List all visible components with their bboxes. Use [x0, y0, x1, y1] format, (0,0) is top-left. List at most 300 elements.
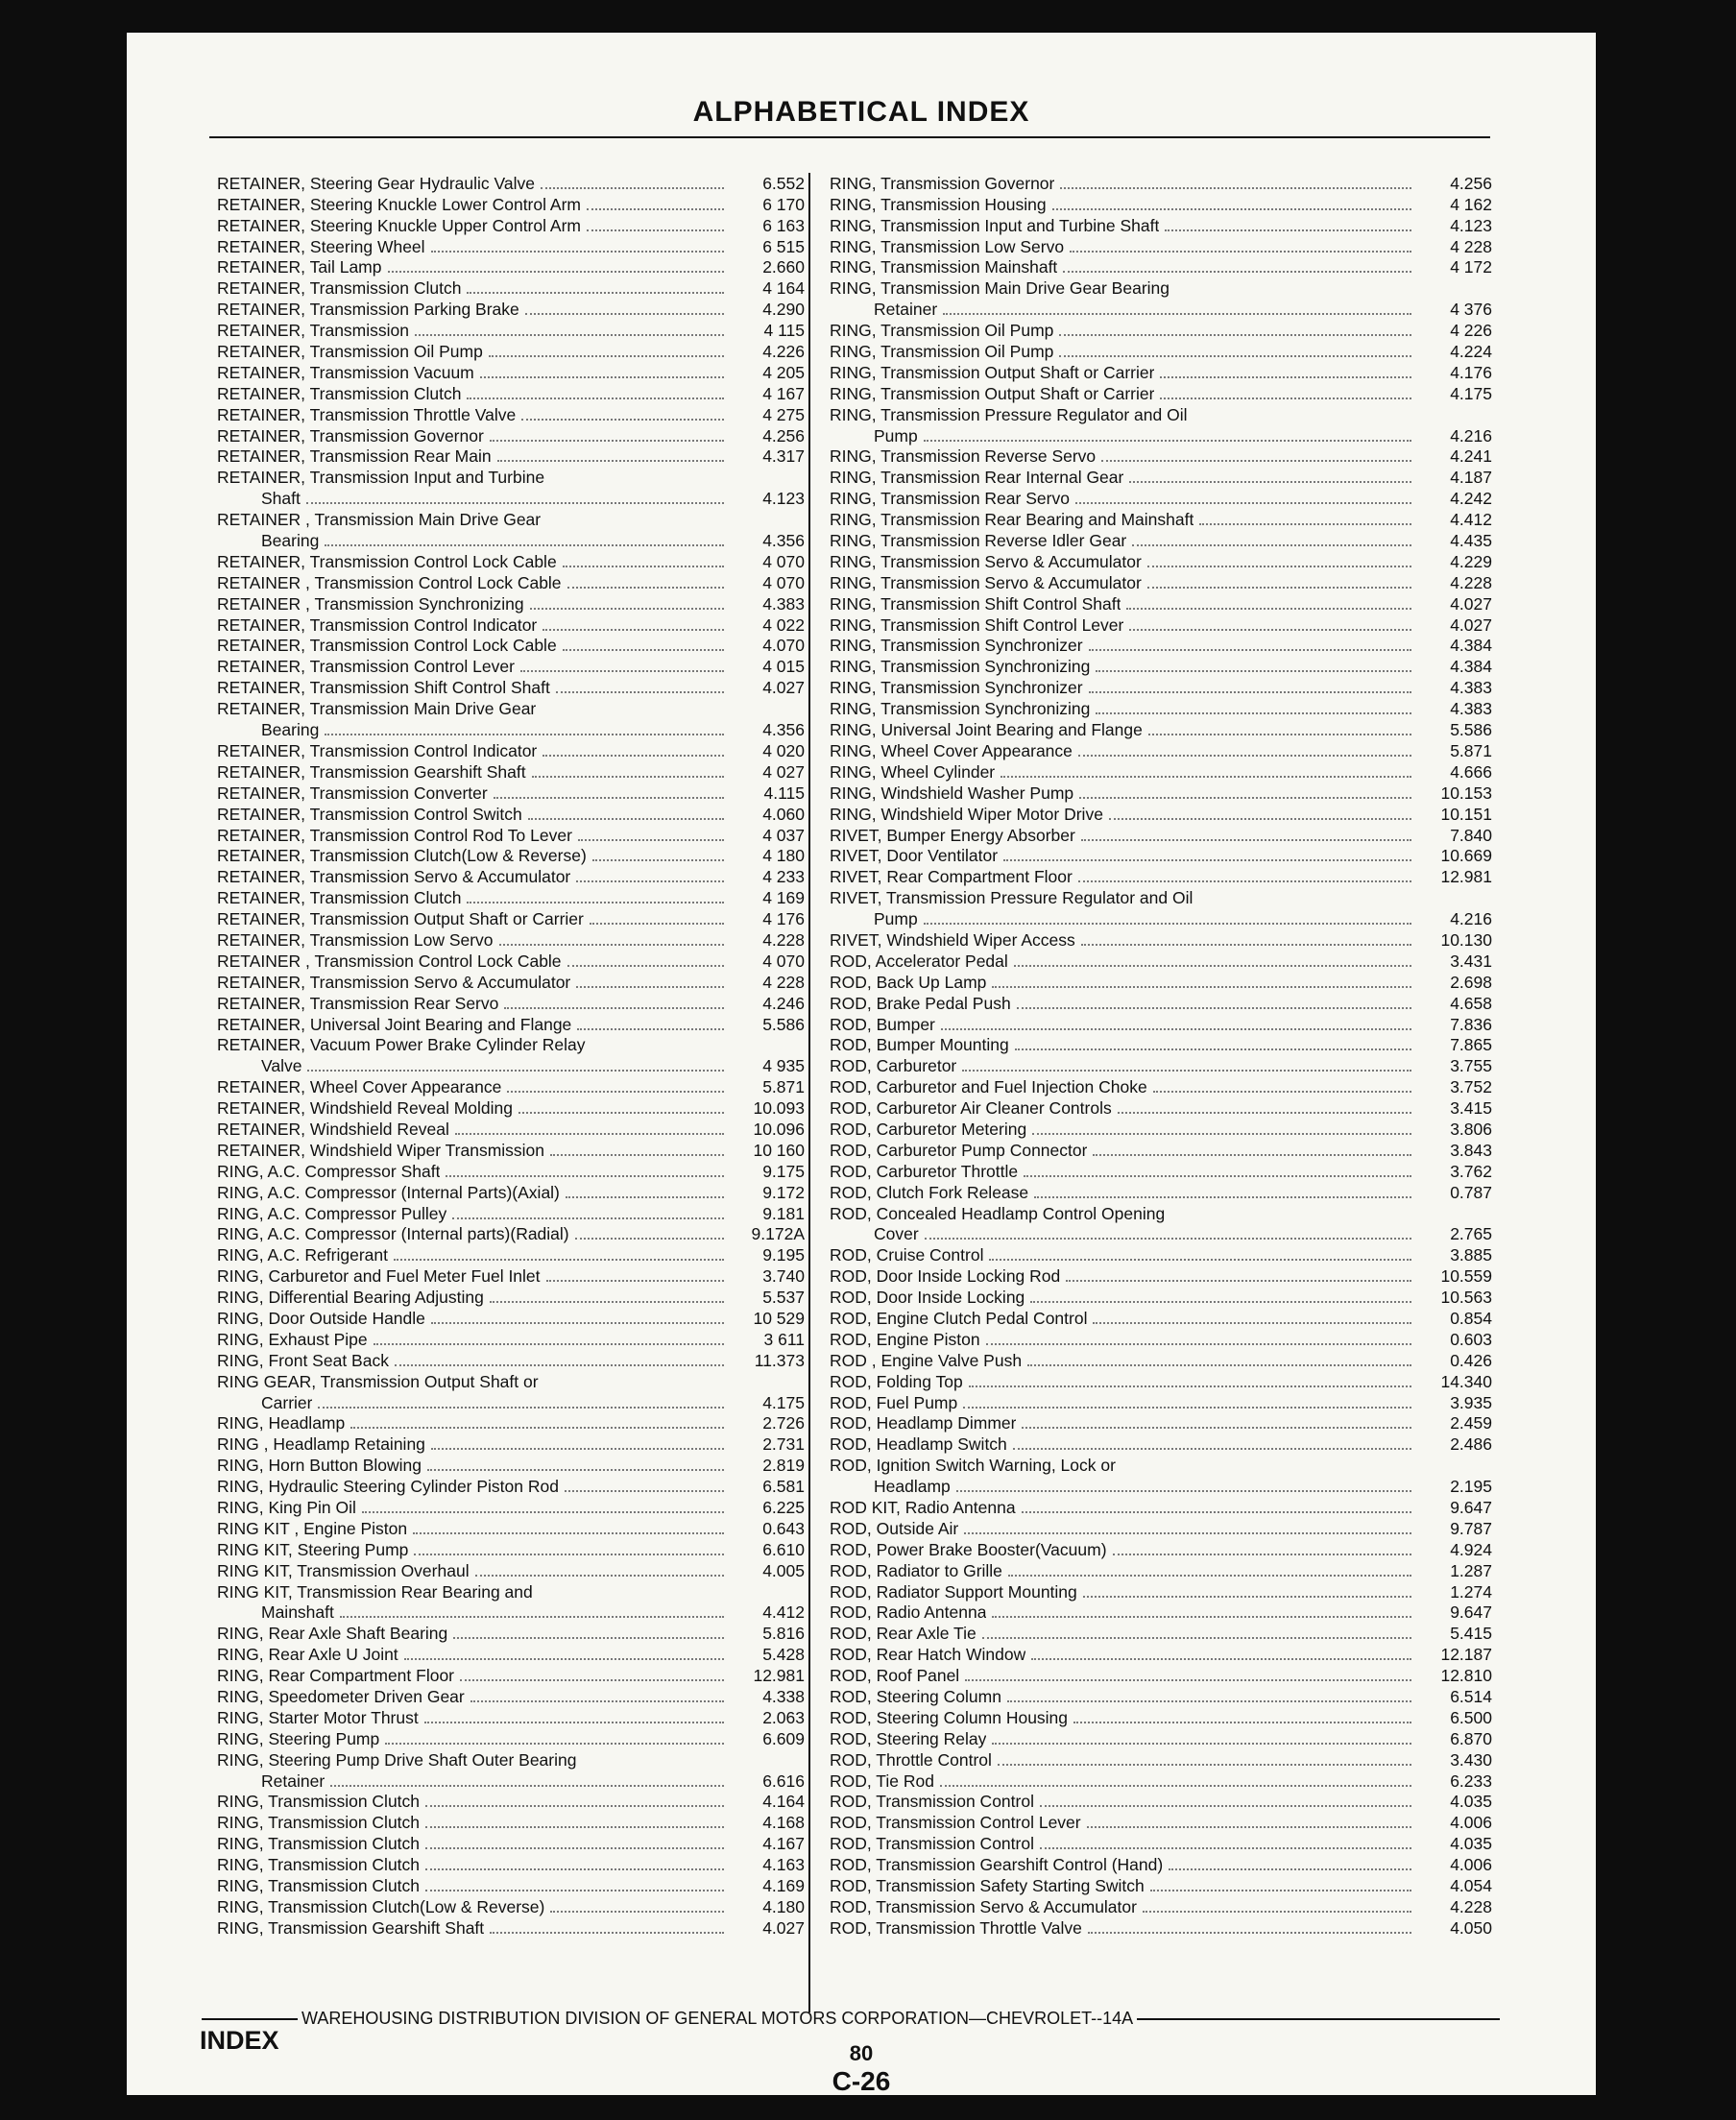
entry-label: ROD, Steering Relay — [830, 1728, 987, 1748]
entry-reference-number: 10.093 — [753, 1098, 805, 1119]
leader-dots — [1160, 376, 1411, 378]
index-entry — [830, 1265, 1492, 1287]
leader-dots — [1075, 502, 1411, 504]
footer-rule-left — [202, 2018, 298, 2020]
leader-dots — [453, 1637, 724, 1639]
entry-reference-number: 2.819 — [762, 1456, 805, 1476]
leader-dots — [467, 292, 724, 294]
leader-dots — [964, 1532, 1411, 1534]
leader-dots — [413, 1532, 724, 1534]
leader-dots — [576, 986, 724, 988]
leader-dots — [1132, 544, 1411, 546]
leader-dots — [532, 776, 724, 778]
leader-dots — [575, 1238, 724, 1240]
index-entry — [217, 299, 805, 320]
entry-reference-number: 4.228 — [1450, 572, 1492, 592]
leader-dots — [1143, 1911, 1411, 1913]
entry-label: ROD, Transmission Safety Starting Switch — [830, 1876, 1145, 1896]
leader-dots — [1040, 1847, 1411, 1849]
entry-reference-number: 4.027 — [1450, 593, 1492, 614]
entry-reference-number: 3.843 — [1450, 1140, 1492, 1160]
leader-dots — [306, 502, 724, 504]
entry-reference-number: 4.256 — [762, 425, 805, 446]
index-entry — [830, 1413, 1492, 1434]
entry-label: RING, Rear Axle Shaft Bearing — [217, 1624, 448, 1644]
entry-reference-number: 4 037 — [762, 825, 805, 845]
entry-label: ROD, Brake Pedal Push — [830, 993, 1011, 1013]
index-entry — [217, 1182, 805, 1203]
entry-label: RING, Transmission Clutch — [217, 1855, 421, 1875]
leader-dots — [1169, 1868, 1411, 1870]
entry-reference-number: 4.246 — [762, 993, 805, 1013]
leader-dots — [587, 229, 724, 231]
entry-label: ROD, Tie Rod — [830, 1771, 934, 1791]
entry-reference-number: 4.216 — [1450, 425, 1492, 446]
leader-dots — [504, 1007, 724, 1009]
entry-label: RETAINER, Transmission Servo & Accumulator — [217, 972, 571, 992]
index-entry — [830, 1917, 1492, 1939]
leader-dots — [452, 1217, 724, 1219]
leader-dots — [1032, 1133, 1411, 1135]
leader-dots — [1109, 818, 1411, 820]
entry-label: RING, Transmission Clutch — [217, 1876, 421, 1896]
index-entry — [830, 320, 1492, 341]
entry-label: RING, Transmission Mainshaft — [830, 257, 1058, 277]
index-entry — [830, 572, 1492, 593]
leader-dots — [989, 1259, 1411, 1261]
right-index-column — [830, 173, 1492, 1939]
index-entry — [830, 593, 1492, 614]
leader-dots — [425, 1890, 724, 1891]
leader-dots — [1003, 859, 1411, 861]
entry-label: RETAINER, Transmission Control Lever — [217, 657, 515, 677]
entry-reference-number: 4.006 — [1450, 1855, 1492, 1875]
leader-dots — [1059, 334, 1411, 336]
entry-label: RETAINER, Transmission Rear Servo — [217, 993, 499, 1013]
index-entry — [217, 1224, 805, 1245]
entry-label: ROD, Roof Panel — [830, 1666, 960, 1686]
leader-dots — [1078, 880, 1411, 882]
column-divider — [808, 173, 810, 2012]
entry-label: RETAINER, Transmission Control Rod To Lever — [217, 825, 572, 845]
entry-label: RETAINER, Transmission Control Indicator — [217, 614, 538, 635]
entry-reference-number: 6.609 — [762, 1728, 805, 1748]
index-entry — [217, 866, 805, 887]
index-entry — [217, 215, 805, 236]
index-entry — [217, 1560, 805, 1581]
entry-reference-number: 5.537 — [762, 1288, 805, 1308]
leader-dots — [362, 1511, 724, 1513]
index-entry — [830, 1623, 1492, 1644]
entry-label: RING, Wheel Cover Appearance — [830, 740, 1073, 760]
leader-dots — [546, 1280, 724, 1282]
leader-dots — [425, 1868, 724, 1870]
leader-dots — [1013, 1448, 1411, 1450]
entry-label: RETAINER, Transmission Rear Main — [217, 446, 492, 467]
index-entry — [217, 1014, 805, 1035]
leader-dots — [578, 839, 724, 841]
entry-reference-number: 4.027 — [1450, 614, 1492, 635]
entry-reference-number: 4.123 — [762, 489, 805, 509]
entry-label: RETAINER, Windshield Reveal Molding — [217, 1098, 513, 1119]
index-entry — [830, 257, 1492, 278]
entry-reference-number: 3.740 — [762, 1266, 805, 1287]
index-entry — [830, 1792, 1492, 1813]
entry-reference-number: 4 020 — [762, 740, 805, 760]
index-entry — [217, 1497, 805, 1518]
index-entry — [217, 677, 805, 698]
leader-dots — [499, 944, 724, 946]
entry-label: RETAINER, Universal Joint Bearing and Flange — [217, 1014, 572, 1034]
index-entry — [217, 1728, 805, 1749]
entry-reference-number: 4.256 — [1450, 173, 1492, 193]
entry-reference-number: 10.563 — [1440, 1288, 1492, 1308]
leader-dots — [590, 923, 724, 925]
entry-label: Pump — [874, 909, 918, 929]
entry-reference-number: 4.027 — [762, 1917, 805, 1938]
entry-label: RING KIT, Transmission Overhaul — [217, 1560, 470, 1580]
entry-label: RING , Headlamp Retaining — [217, 1434, 425, 1455]
index-entry — [830, 1686, 1492, 1707]
entry-label: Shaft — [261, 489, 301, 509]
section-label: INDEX — [200, 2026, 279, 2055]
leader-dots — [470, 1700, 724, 1702]
entry-label: RING, Steering Pump — [217, 1728, 380, 1748]
leader-dots — [1093, 1322, 1411, 1324]
leader-dots — [475, 1575, 724, 1577]
leader-dots — [541, 187, 724, 189]
index-entry — [217, 698, 805, 719]
index-entry — [217, 636, 805, 657]
entry-label: ROD, Door Inside Locking Rod — [830, 1266, 1061, 1287]
entry-reference-number: 4.035 — [1450, 1834, 1492, 1854]
entry-reference-number: 12.981 — [1440, 867, 1492, 887]
entry-reference-number: 4.187 — [1450, 468, 1492, 488]
leader-dots — [550, 1911, 724, 1913]
entry-label: ROD, Ignition Switch Warning, Lock or — [830, 1456, 1116, 1476]
entry-reference-number: 4.228 — [762, 929, 805, 950]
entry-label: RING, Transmission Output Shaft or Carrier — [830, 362, 1155, 382]
entry-reference-number: 4.658 — [1450, 993, 1492, 1013]
index-entry — [830, 530, 1492, 551]
entry-reference-number: 4 162 — [1450, 194, 1492, 214]
leader-dots — [566, 1196, 724, 1198]
index-entry — [217, 1097, 805, 1119]
index-entry — [217, 1455, 805, 1476]
index-entry — [217, 1413, 805, 1434]
entry-label: RING, Differential Bearing Adjusting — [217, 1288, 484, 1308]
entry-label: RETAINER, Transmission Governor — [217, 425, 484, 446]
index-entry — [217, 1812, 805, 1833]
index-entry — [217, 929, 805, 951]
leader-dots — [494, 797, 724, 799]
index-entry — [830, 908, 1492, 929]
index-entry — [830, 1140, 1492, 1161]
entry-label: RETAINER , Transmission Control Lock Cable — [217, 572, 562, 592]
entry-label: RING, A.C. Refrigerant — [217, 1245, 388, 1265]
entry-label: RING, Transmission Synchronizer — [830, 636, 1083, 656]
index-entry — [830, 614, 1492, 636]
entry-reference-number: 5.586 — [762, 1014, 805, 1034]
index-entry — [217, 761, 805, 783]
entry-label: RING, Rear Compartment Floor — [217, 1666, 455, 1686]
index-entry — [217, 362, 805, 383]
index-entry — [217, 1623, 805, 1644]
entry-label: ROD, Carburetor Metering — [830, 1119, 1027, 1139]
entry-reference-number: 0.603 — [1450, 1329, 1492, 1349]
entry-reference-number: 4.383 — [1450, 678, 1492, 698]
entry-label: ROD, Carburetor Pump Connector — [830, 1140, 1088, 1160]
index-entry — [217, 1161, 805, 1182]
entry-reference-number: 3.806 — [1450, 1119, 1492, 1139]
index-entry — [217, 656, 805, 677]
index-entry — [830, 1854, 1492, 1875]
index-entry — [830, 993, 1492, 1014]
entry-reference-number: 3.431 — [1450, 951, 1492, 971]
leader-dots — [1083, 1596, 1411, 1598]
index-entry — [217, 1371, 805, 1392]
entry-label: ROD, Clutch Fork Release — [830, 1182, 1029, 1202]
leader-dots — [1165, 229, 1411, 231]
leader-dots — [965, 1679, 1411, 1681]
entry-reference-number: 4 027 — [762, 761, 805, 782]
index-entry — [217, 1665, 805, 1686]
leader-dots — [318, 1407, 724, 1409]
entry-reference-number: 4 015 — [762, 657, 805, 677]
index-entry — [217, 593, 805, 614]
leader-dots — [395, 1364, 724, 1366]
entry-label: RETAINER, Transmission Vacuum — [217, 362, 474, 382]
entry-reference-number: 4.180 — [762, 1896, 805, 1916]
leader-dots — [577, 1028, 724, 1030]
entry-reference-number: 10.559 — [1440, 1266, 1492, 1287]
entry-label: RING, Transmission Rear Servo — [830, 489, 1070, 509]
entry-label: RING, Transmission Servo & Accumulator — [830, 551, 1142, 571]
entry-reference-number: 6.500 — [1450, 1707, 1492, 1727]
index-entry — [217, 1833, 805, 1854]
index-entry — [217, 1076, 805, 1097]
entry-reference-number: 4.168 — [762, 1813, 805, 1833]
leader-dots — [1101, 460, 1411, 462]
entry-reference-number: 12.187 — [1440, 1645, 1492, 1665]
footer-rule-right — [1137, 2018, 1500, 2020]
index-entry — [217, 1518, 805, 1539]
entry-label: RING GEAR, Transmission Output Shaft or — [217, 1371, 539, 1391]
entry-label: RING, Transmission Rear Bearing and Mainshaft — [830, 510, 1194, 530]
index-entry — [830, 1476, 1492, 1497]
index-entry — [830, 1455, 1492, 1476]
leader-dots — [1113, 1554, 1411, 1555]
entry-label: RETAINER, Transmission Parking Brake — [217, 300, 519, 320]
entry-reference-number: 2.726 — [762, 1413, 805, 1433]
index-entry — [217, 1917, 805, 1939]
leader-dots — [350, 1427, 724, 1429]
title-rule — [209, 136, 1490, 138]
entry-reference-number: 12.981 — [753, 1666, 805, 1686]
entry-label: RETAINER, Vacuum Power Brake Cylinder Relay — [217, 1035, 586, 1055]
entry-reference-number: 4 070 — [762, 551, 805, 571]
entry-reference-number: 4.228 — [1450, 1896, 1492, 1916]
index-entry — [830, 846, 1492, 867]
entry-label: RETAINER, Transmission Control Switch — [217, 804, 522, 824]
entry-reference-number: 4.384 — [1450, 636, 1492, 656]
footer-text: WAREHOUSING DISTRIBUTION DIVISION OF GENERAL MOTORS CORPORATION—CHEVROLET--14A — [301, 2009, 1134, 2028]
index-entry — [830, 277, 1492, 299]
entry-label: RETAINER, Steering Gear Hydraulic Valve — [217, 173, 535, 193]
entry-label: RETAINER, Steering Knuckle Lower Control Arm — [217, 194, 581, 214]
entry-label: Cover — [874, 1224, 919, 1244]
entry-label: ROD, Transmission Control — [830, 1792, 1034, 1812]
entry-reference-number: 4.054 — [1450, 1876, 1492, 1896]
entry-reference-number: 9.172A — [751, 1224, 805, 1244]
index-entry — [830, 1055, 1492, 1076]
entry-reference-number: 4.384 — [1450, 657, 1492, 677]
entry-reference-number: 4.123 — [1450, 215, 1492, 235]
entry-reference-number: 9.181 — [762, 1203, 805, 1223]
entry-label: ROD, Steering Column Housing — [830, 1707, 1069, 1727]
index-entry — [830, 1560, 1492, 1581]
entry-label: RING, A.C. Compressor (Internal Parts)(Axial) — [217, 1182, 560, 1202]
entry-label: RETAINER, Transmission Main Drive Gear — [217, 699, 537, 719]
entry-label: RING, A.C. Compressor Pulley — [217, 1203, 447, 1223]
index-entry — [217, 1792, 805, 1813]
entry-reference-number: 4.216 — [1450, 909, 1492, 929]
entry-reference-number: 4.035 — [1450, 1792, 1492, 1812]
entry-reference-number: 4.356 — [762, 720, 805, 740]
leader-dots — [992, 1616, 1411, 1618]
entry-reference-number: 6.616 — [762, 1771, 805, 1791]
index-entry — [830, 1728, 1492, 1749]
entry-label: RIVET, Bumper Energy Absorber — [830, 825, 1075, 845]
leader-dots — [404, 1658, 724, 1660]
index-entry — [830, 1329, 1492, 1350]
index-entry — [830, 1812, 1492, 1833]
leader-dots — [1014, 965, 1411, 967]
entry-label: RETAINER , Transmission Synchronizing — [217, 593, 524, 614]
entry-label: RETAINER, Wheel Cover Appearance — [217, 1077, 502, 1097]
leader-dots — [330, 1785, 724, 1787]
page-code: C-26 — [832, 2066, 891, 2096]
entry-reference-number: 4 233 — [762, 867, 805, 887]
index-entry — [830, 1771, 1492, 1792]
index-entry — [217, 993, 805, 1014]
entry-label: ROD, Concealed Headlamp Control Opening — [830, 1203, 1166, 1223]
index-entry — [217, 1433, 805, 1455]
index-entry — [830, 1076, 1492, 1097]
entry-reference-number: 4.412 — [1450, 510, 1492, 530]
entry-reference-number: 4.175 — [762, 1392, 805, 1412]
leader-dots — [1008, 1575, 1411, 1577]
index-entry — [217, 846, 805, 867]
entry-reference-number: 4.383 — [1450, 699, 1492, 719]
entry-reference-number: 3 611 — [763, 1329, 805, 1349]
index-entry — [830, 1644, 1492, 1665]
index-entry — [830, 509, 1492, 530]
entry-label: RING KIT , Engine Piston — [217, 1518, 408, 1538]
entry-reference-number: 4 167 — [762, 383, 805, 403]
entry-reference-number: 5.415 — [1450, 1624, 1492, 1644]
index-entry — [830, 1097, 1492, 1119]
index-entry — [217, 488, 805, 509]
index-entry — [830, 1875, 1492, 1896]
entry-label: RING, Transmission Oil Pump — [830, 342, 1054, 362]
leader-dots — [567, 965, 724, 967]
entry-label: RING, Transmission Synchronizing — [830, 699, 1091, 719]
entry-reference-number: 4.070 — [762, 636, 805, 656]
leader-dots — [563, 566, 724, 567]
entry-reference-number: 3.430 — [1450, 1749, 1492, 1770]
entry-reference-number: 4.224 — [1450, 342, 1492, 362]
leader-dots — [1150, 1890, 1411, 1891]
entry-label: ROD, Carburetor — [830, 1056, 957, 1076]
entry-label: RETAINER, Windshield Reveal — [217, 1119, 449, 1139]
leader-dots — [528, 818, 724, 820]
entry-label: Pump — [874, 425, 918, 446]
index-entry — [830, 761, 1492, 783]
entry-label: ROD, Carburetor Throttle — [830, 1161, 1019, 1181]
entry-label: RETAINER , Transmission Main Drive Gear — [217, 510, 542, 530]
leader-dots — [1027, 1364, 1411, 1366]
entry-reference-number: 6.581 — [762, 1477, 805, 1497]
leader-dots — [307, 1070, 724, 1072]
index-entry — [830, 488, 1492, 509]
entry-reference-number: 2.486 — [1450, 1434, 1492, 1455]
entry-reference-number: 4 205 — [762, 362, 805, 382]
leader-dots — [1079, 797, 1411, 799]
index-entry — [830, 362, 1492, 383]
entry-reference-number: 6.225 — [762, 1498, 805, 1517]
entry-label: ROD, Door Inside Locking — [830, 1288, 1025, 1308]
index-entry — [830, 236, 1492, 257]
index-entry — [217, 383, 805, 404]
index-entry — [217, 572, 805, 593]
leader-dots — [1034, 1196, 1411, 1198]
entry-label: ROD, Power Brake Booster(Vacuum) — [830, 1539, 1107, 1559]
entry-label: RING, Steering Pump Drive Shaft Outer Bearing — [217, 1749, 577, 1770]
entry-reference-number: 6.233 — [1450, 1771, 1492, 1791]
index-entry — [217, 1140, 805, 1161]
entry-reference-number: 4.050 — [1450, 1917, 1492, 1938]
entry-label: RETAINER, Transmission Clutch — [217, 888, 462, 908]
leader-dots — [565, 1490, 724, 1492]
index-entry — [830, 636, 1492, 657]
entry-label: ROD, Outside Air — [830, 1518, 959, 1538]
entry-reference-number: 3.415 — [1450, 1098, 1492, 1119]
entry-reference-number: 4.060 — [762, 804, 805, 824]
entry-label: ROD, Transmission Throttle Valve — [830, 1917, 1082, 1938]
entry-reference-number: 0.787 — [1450, 1182, 1492, 1202]
entry-reference-number: 12.810 — [1440, 1666, 1492, 1686]
leader-dots — [1096, 712, 1411, 714]
leader-dots — [1066, 1280, 1411, 1282]
leader-dots — [1060, 187, 1411, 189]
index-entry — [830, 929, 1492, 951]
entry-label: Mainshaft — [261, 1602, 334, 1623]
leader-dots — [1078, 755, 1411, 757]
entry-label: RING, Transmission Governor — [830, 173, 1055, 193]
index-entry — [217, 783, 805, 804]
entry-reference-number: 6 515 — [762, 236, 805, 256]
entry-label: ROD, Transmission Servo & Accumulator — [830, 1896, 1137, 1916]
entry-label: RING, Transmission Housing — [830, 194, 1047, 214]
leader-dots — [992, 1743, 1411, 1745]
entry-reference-number: 10.096 — [753, 1119, 805, 1139]
entry-reference-number: 4.241 — [1450, 446, 1492, 467]
leader-dots — [982, 1637, 1411, 1639]
index-entry — [830, 1539, 1492, 1560]
entry-label: ROD, Transmission Control — [830, 1834, 1034, 1854]
leader-dots — [374, 1343, 724, 1345]
